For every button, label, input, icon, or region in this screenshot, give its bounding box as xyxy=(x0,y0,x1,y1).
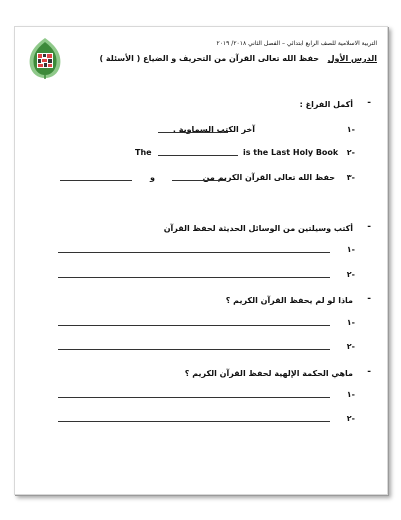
section3-bullet: - xyxy=(367,294,371,304)
blank-line[interactable] xyxy=(158,132,228,133)
section1-item3-number: -٣ xyxy=(346,173,355,182)
section3-item2-number: -٢ xyxy=(346,342,355,351)
section4-item2-number: -٢ xyxy=(346,414,355,423)
section2-heading: أكتب وسيلتين من الوسائل الحديثة لحفظ القرآن xyxy=(163,224,353,233)
school-logo-icon xyxy=(26,36,64,80)
blank-line[interactable] xyxy=(172,180,226,181)
lesson-title: حفظ الله تعالى القرآن من التحريف و الضياع ( الأسئلة ) xyxy=(99,54,319,63)
subject-header: التربية الاسلامية للصف الرابع ابتدائي – الفصل الثاني ٢٠١٨/ ٢٠١٩ xyxy=(216,40,377,47)
answer-line[interactable] xyxy=(58,349,330,350)
section3-item1-number: -١ xyxy=(346,318,355,327)
section1-heading: أكمل الفراغ : xyxy=(299,100,353,109)
answer-line[interactable] xyxy=(58,421,330,422)
section3-heading: ماذا لو لم يحفظ القرآن الكريم ؟ xyxy=(225,296,353,305)
answer-line[interactable] xyxy=(58,277,330,278)
section1-bullet: - xyxy=(367,98,371,108)
blank-line[interactable] xyxy=(158,155,238,156)
section1-item2-before: The xyxy=(135,148,152,157)
blank-line[interactable] xyxy=(60,180,132,181)
answer-line[interactable] xyxy=(58,325,330,326)
section1-item1-text: آخر الكتب السماوية . xyxy=(172,125,255,134)
worksheet-page xyxy=(14,26,388,495)
section2-bullet: - xyxy=(367,222,371,232)
lesson-label: الدرس الأول xyxy=(327,54,377,63)
section1-item2-number: -٢ xyxy=(346,148,355,157)
section2-item2-number: -٢ xyxy=(346,270,355,279)
section4-heading: ماهي الحكمة الإلهية لحفظ القرآن الكريم ؟ xyxy=(184,369,353,378)
answer-line[interactable] xyxy=(58,252,330,253)
section1-item1-number: -١ xyxy=(346,125,355,134)
section1-item2-after: is the Last Holy Book xyxy=(243,148,339,157)
section1-item3-and: و xyxy=(150,173,155,182)
section4-bullet: - xyxy=(367,367,371,377)
section4-item1-number: -١ xyxy=(346,390,355,399)
answer-line[interactable] xyxy=(58,397,330,398)
section1-item3-text: حفظ الله تعالى القرآن الكريم من xyxy=(202,173,335,182)
section2-item1-number: -١ xyxy=(346,245,355,254)
